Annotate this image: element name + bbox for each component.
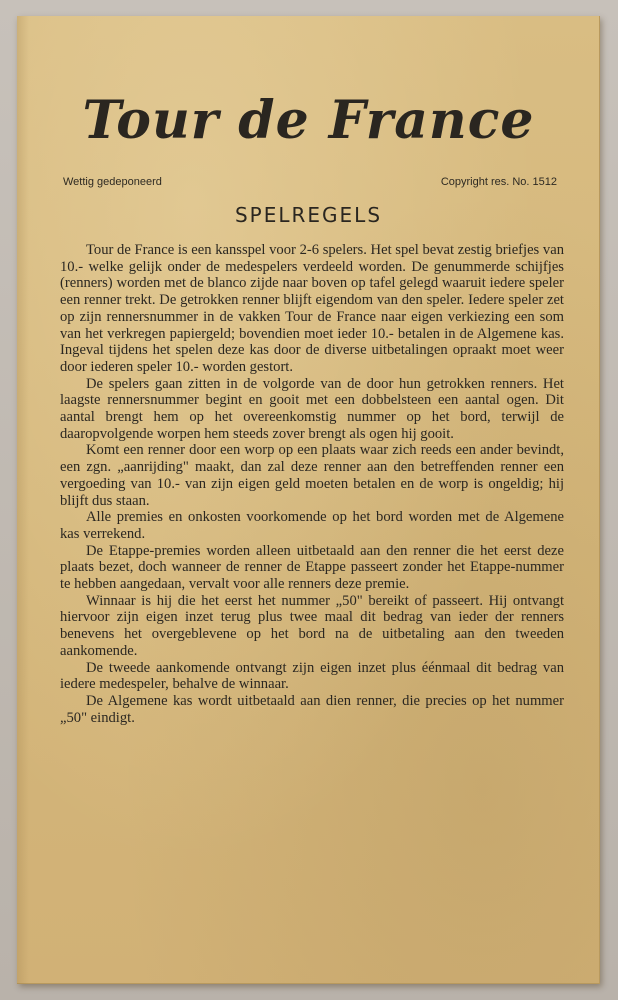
rules-paragraph: De Algemene kas wordt uitbetaald aan dien renner, die precies op het nummer „50" eindigt. [60,692,564,726]
copyright-notice: Copyright res. No. 1512 [440,176,557,188]
legal-notice: Wettig gedeponeerd [63,176,162,188]
rules-paragraph: Winnaar is hij die het eerst het nummer „50" bereikt of passeert. Hij ontvangt hiervoor zijn eigen inzet terug plus twee maal dit bedrag van ieder der renners benevens het overgeblevene op het bord na de uitbetaling aan den tweeden aankomende. [60,592,564,659]
rules-paragraph: Tour de France is een kansspel voor 2-6 spelers. Het spel bevat zestig briefjes van 10.- welke gelijk onder de medespelers verdeeld worden. De genummerde schijfjes (renners) worden met de blanco zijde naar boven op tafel gelegd waaruit iedere speler een renner trekt. De getrokken renner blijft eigendom van den speler. Iedere speler zet op zijn rennersnummer in de vakken Tour de France naar eigen verkiezing een som van het verkregen papiergeld; bovendien moet ieder 10.- betalen in de Algemene kas. Ingeval tijdens het spelen deze kas door de diverse uitbetalingen opraakt moet weer door iederen speler 10.- worden gestort. [60,242,564,375]
rules-body [60,242,564,726]
paper-fold-shadow [17,16,29,984]
rules-paragraph: De tweede aankomende ontvangt zijn eigen inzet plus éénmaal dit bedrag van iedere medespeler, behalve de winnaar. [60,659,564,693]
game-title: Tour de France [82,90,535,151]
rules-sheet [17,16,600,984]
rules-heading: SPELREGELS [234,203,383,227]
rules-paragraph: De Etappe-premies worden alleen uitbetaald aan den renner die het eerst deze plaats bezet, doch wanneer de renner de Etappe passeert zonder het Etappe-nummer te hebben aangedaan, vervalt voor alle renners deze premie. [60,542,564,593]
rules-paragraph: Komt een renner door een worp op een plaats waar zich reeds een ander bevindt, een zgn. „aanrijding" maakt, dan zal deze renner aan den betreffenden renner een vergoeding van 10.- van zijn eigen geld moeten betalen en de worp is ongeldig; hij blijft dus staan. [60,442,564,509]
rules-paragraph: De spelers gaan zitten in de volgorde van de door hun getrokken renners. Het laagste rennersnummer begint en gooit met een dobbelsteen een aantal ogen. Dit aantal brengt hem op het overeenkomstig nummer op het bord, terwijl de daaropvolgende worpen hem steeds zover brengt als ogen hij gooit. [60,375,564,442]
rules-paragraph: Alle premies en onkosten voorkomende op het bord worden met de Algemene kas verrekend. [60,509,564,542]
